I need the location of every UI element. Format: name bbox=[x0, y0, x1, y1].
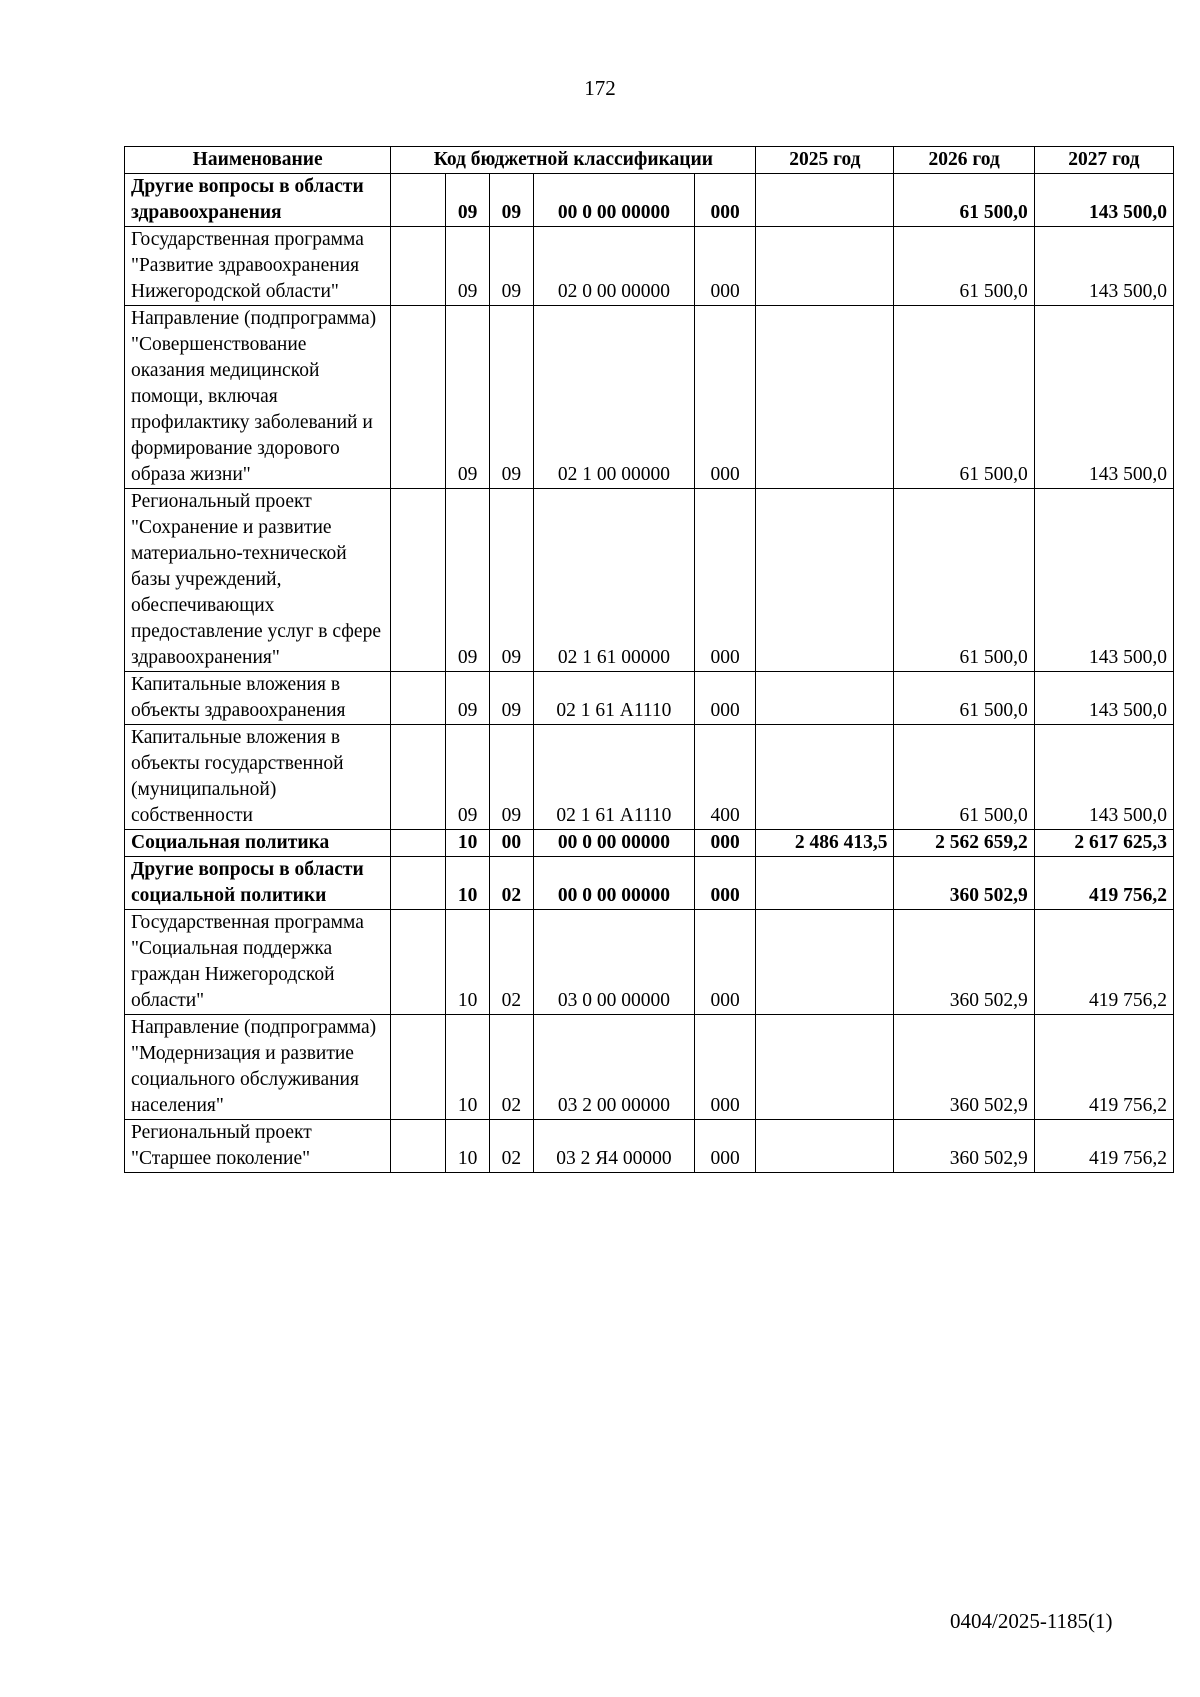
row-section: 09 bbox=[446, 489, 490, 672]
row-value-2026: 360 502,9 bbox=[894, 1120, 1034, 1173]
row-value-2027: 419 756,2 bbox=[1034, 857, 1173, 910]
row-value-2027: 419 756,2 bbox=[1034, 1120, 1173, 1173]
row-empty-cell bbox=[391, 672, 446, 725]
row-section: 10 bbox=[446, 830, 490, 857]
table-row bbox=[125, 672, 1174, 725]
row-target-article: 02 1 61 А1110 bbox=[533, 725, 694, 830]
row-empty-cell bbox=[391, 1120, 446, 1173]
row-name: Другие вопросы в области здравоохранения bbox=[125, 174, 391, 227]
row-expense-type: 400 bbox=[694, 725, 755, 830]
row-value-2026: 61 500,0 bbox=[894, 489, 1034, 672]
row-target-article: 02 0 00 00000 bbox=[533, 227, 694, 306]
row-subsection: 02 bbox=[489, 1120, 533, 1173]
row-expense-type: 000 bbox=[694, 489, 755, 672]
row-value-2026: 61 500,0 bbox=[894, 672, 1034, 725]
budget-table bbox=[124, 146, 1174, 1173]
row-value-2025 bbox=[756, 1120, 894, 1173]
row-name: Региональный проект "Сохранение и развитие материально-технической базы учреждений, обеспечивающих предоставление услуг в сфере здравоохранения" bbox=[125, 489, 391, 672]
row-name: Государственная программа "Социальная поддержка граждан Нижегородской области" bbox=[125, 910, 391, 1015]
row-value-2027: 143 500,0 bbox=[1034, 174, 1173, 227]
table-row bbox=[125, 306, 1174, 489]
row-empty-cell bbox=[391, 910, 446, 1015]
row-name: Капитальные вложения в объекты государственной (муниципальной) собственности bbox=[125, 725, 391, 830]
row-subsection: 02 bbox=[489, 1015, 533, 1120]
row-expense-type: 000 bbox=[694, 857, 755, 910]
row-value-2026: 360 502,9 bbox=[894, 1015, 1034, 1120]
row-value-2025 bbox=[756, 725, 894, 830]
row-subsection: 00 bbox=[489, 830, 533, 857]
row-empty-cell bbox=[391, 725, 446, 830]
row-name: Капитальные вложения в объекты здравоохранения bbox=[125, 672, 391, 725]
row-name: Направление (подпрограмма) "Совершенствование оказания медицинской помощи, включая профилактику заболеваний и формирование здорового образа жизни" bbox=[125, 306, 391, 489]
row-section: 10 bbox=[446, 1120, 490, 1173]
row-subsection: 09 bbox=[489, 227, 533, 306]
header-name: Наименование bbox=[125, 147, 391, 174]
row-section: 09 bbox=[446, 725, 490, 830]
row-name: Направление (подпрограмма) "Модернизация и развитие социального обслуживания населения" bbox=[125, 1015, 391, 1120]
row-name: Государственная программа "Развитие здравоохранения Нижегородской области" bbox=[125, 227, 391, 306]
row-value-2025 bbox=[756, 306, 894, 489]
row-expense-type: 000 bbox=[694, 1120, 755, 1173]
row-target-article: 03 2 00 00000 bbox=[533, 1015, 694, 1120]
row-section: 10 bbox=[446, 910, 490, 1015]
row-value-2025 bbox=[756, 857, 894, 910]
row-empty-cell bbox=[391, 489, 446, 672]
row-section: 09 bbox=[446, 672, 490, 725]
row-value-2025 bbox=[756, 227, 894, 306]
row-subsection: 02 bbox=[489, 910, 533, 1015]
row-target-article: 02 1 00 00000 bbox=[533, 306, 694, 489]
row-value-2025 bbox=[756, 672, 894, 725]
row-empty-cell bbox=[391, 830, 446, 857]
row-expense-type: 000 bbox=[694, 830, 755, 857]
row-name: Региональный проект "Старшее поколение" bbox=[125, 1120, 391, 1173]
row-section: 09 bbox=[446, 306, 490, 489]
row-target-article: 00 0 00 00000 bbox=[533, 174, 694, 227]
row-subsection: 09 bbox=[489, 725, 533, 830]
row-subsection: 02 bbox=[489, 857, 533, 910]
row-value-2027: 419 756,2 bbox=[1034, 1015, 1173, 1120]
row-value-2026: 61 500,0 bbox=[894, 725, 1034, 830]
row-empty-cell bbox=[391, 857, 446, 910]
row-target-article: 00 0 00 00000 bbox=[533, 830, 694, 857]
page-number: 172 bbox=[584, 76, 616, 100]
row-target-article: 02 1 61 00000 bbox=[533, 489, 694, 672]
table-row bbox=[125, 227, 1174, 306]
row-expense-type: 000 bbox=[694, 1015, 755, 1120]
table-row bbox=[125, 489, 1174, 672]
row-subsection: 09 bbox=[489, 672, 533, 725]
table-row bbox=[125, 725, 1174, 830]
row-value-2027: 143 500,0 bbox=[1034, 306, 1173, 489]
row-value-2026: 360 502,9 bbox=[894, 857, 1034, 910]
header-code: Код бюджетной классификации bbox=[391, 147, 756, 174]
document-code: 0404/2025-1185(1) bbox=[950, 1609, 1113, 1633]
row-value-2026: 61 500,0 bbox=[894, 227, 1034, 306]
table-row bbox=[125, 910, 1174, 1015]
row-value-2027: 143 500,0 bbox=[1034, 725, 1173, 830]
row-expense-type: 000 bbox=[694, 672, 755, 725]
row-target-article: 00 0 00 00000 bbox=[533, 857, 694, 910]
row-empty-cell bbox=[391, 306, 446, 489]
row-value-2026: 360 502,9 bbox=[894, 910, 1034, 1015]
table-row bbox=[125, 830, 1174, 857]
row-value-2025 bbox=[756, 489, 894, 672]
table-header-row bbox=[125, 147, 1174, 174]
row-value-2027: 2 617 625,3 bbox=[1034, 830, 1173, 857]
row-subsection: 09 bbox=[489, 174, 533, 227]
row-section: 09 bbox=[446, 174, 490, 227]
row-value-2025: 2 486 413,5 bbox=[756, 830, 894, 857]
row-value-2026: 61 500,0 bbox=[894, 174, 1034, 227]
row-empty-cell bbox=[391, 227, 446, 306]
row-target-article: 03 2 Я4 00000 bbox=[533, 1120, 694, 1173]
row-value-2026: 2 562 659,2 bbox=[894, 830, 1034, 857]
row-value-2027: 143 500,0 bbox=[1034, 227, 1173, 306]
row-name: Социальная политика bbox=[125, 830, 391, 857]
row-target-article: 02 1 61 А1110 bbox=[533, 672, 694, 725]
row-value-2026: 61 500,0 bbox=[894, 306, 1034, 489]
row-name: Другие вопросы в области социальной политики bbox=[125, 857, 391, 910]
row-expense-type: 000 bbox=[694, 174, 755, 227]
row-section: 10 bbox=[446, 1015, 490, 1120]
row-subsection: 09 bbox=[489, 306, 533, 489]
row-expense-type: 000 bbox=[694, 910, 755, 1015]
row-empty-cell bbox=[391, 1015, 446, 1120]
header-2026: 2026 год bbox=[894, 147, 1034, 174]
row-section: 09 bbox=[446, 227, 490, 306]
row-value-2025 bbox=[756, 1015, 894, 1120]
header-2027: 2027 год bbox=[1034, 147, 1173, 174]
row-value-2025 bbox=[756, 174, 894, 227]
header-2025: 2025 год bbox=[756, 147, 894, 174]
table-row bbox=[125, 1120, 1174, 1173]
row-value-2025 bbox=[756, 910, 894, 1015]
table-row bbox=[125, 1015, 1174, 1120]
row-value-2027: 143 500,0 bbox=[1034, 489, 1173, 672]
row-value-2027: 419 756,2 bbox=[1034, 910, 1173, 1015]
row-target-article: 03 0 00 00000 bbox=[533, 910, 694, 1015]
row-subsection: 09 bbox=[489, 489, 533, 672]
row-value-2027: 143 500,0 bbox=[1034, 672, 1173, 725]
row-expense-type: 000 bbox=[694, 227, 755, 306]
row-section: 10 bbox=[446, 857, 490, 910]
row-empty-cell bbox=[391, 174, 446, 227]
row-expense-type: 000 bbox=[694, 306, 755, 489]
table-row bbox=[125, 857, 1174, 910]
table-row bbox=[125, 174, 1174, 227]
